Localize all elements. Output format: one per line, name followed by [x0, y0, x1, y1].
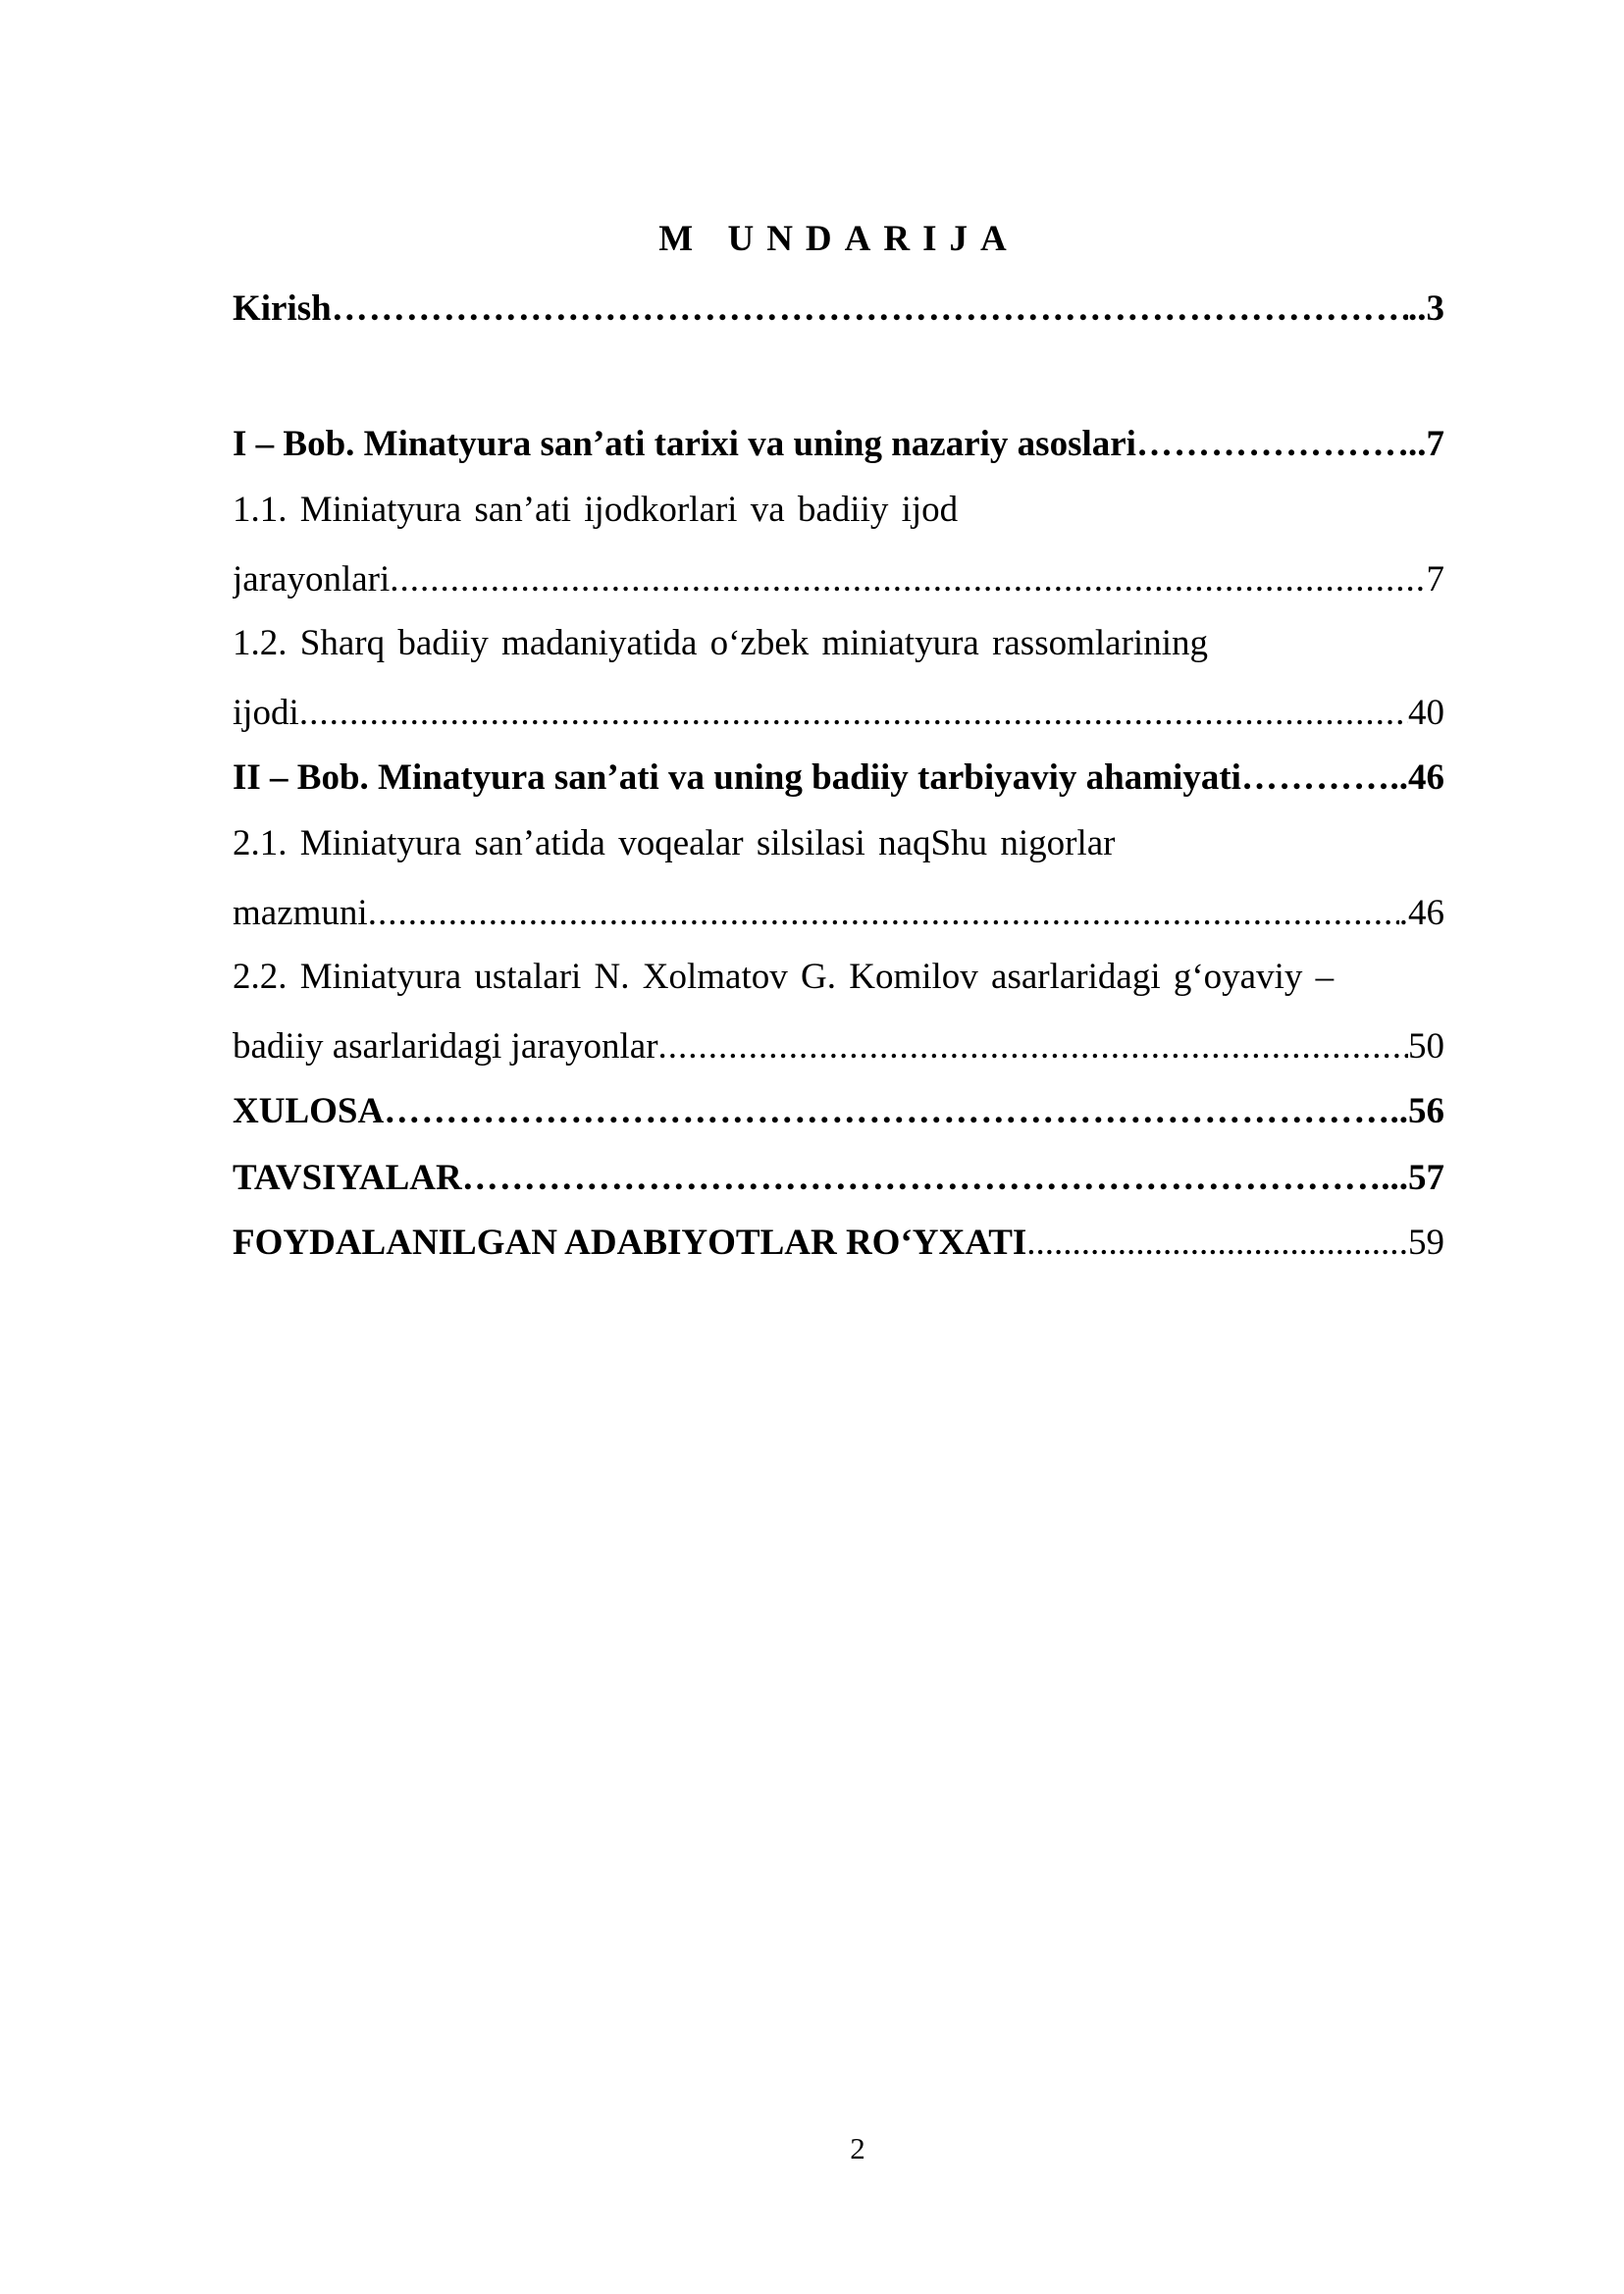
page-number: 2 — [850, 2131, 865, 2165]
toc-entry-label: FOYDALANILGAN ADABIYOTLAR RO‘YXATI — [233, 1223, 1027, 1263]
toc-entry-chapter-1[interactable] — [233, 420, 1444, 465]
page-title: M UNDARIJA — [658, 219, 1020, 259]
toc-entry-label: jarayonlari — [233, 559, 391, 600]
toc-entry-label: Kirish — [233, 288, 332, 329]
toc-page-number: 7 — [1426, 559, 1444, 600]
toc-leader-dots — [390, 558, 1426, 600]
toc-entry-section-2-1[interactable] — [233, 889, 1444, 934]
toc-leader-dots — [299, 692, 1408, 734]
toc-page-number: 50 — [1408, 1026, 1444, 1067]
toc-page-number: ...57 — [1381, 1158, 1444, 1198]
toc-leader-dots — [658, 1025, 1408, 1068]
toc-entry-chapter-2[interactable] — [233, 754, 1444, 799]
toc-entry-recommendations[interactable] — [233, 1154, 1444, 1199]
toc-page-number: .46 — [1398, 893, 1444, 933]
toc-page-number: ..7 — [1408, 424, 1444, 464]
toc-entry-label: badiiy asarlaridagi jarayonlar — [233, 1026, 658, 1067]
toc-page-number: ..3 — [1408, 288, 1444, 329]
toc-entry-conclusion[interactable] — [233, 1087, 1444, 1132]
toc-entry-label: TAVSIYALAR — [233, 1158, 462, 1198]
toc-entry-references[interactable] — [233, 1219, 1444, 1264]
toc-entry-label: XULOSA — [233, 1091, 385, 1131]
toc-entry-label: ijodi — [233, 693, 299, 733]
toc-entry-section-2-1-line1[interactable]: 2.1. Miniatyura san’atida voqealar silsilasi naqShu nigorlar — [233, 823, 1116, 863]
toc-entry-section-1-2-line1[interactable]: 1.2. Sharq badiiy madaniyatida o‘zbek miniatyura rassomlarining — [233, 623, 1208, 663]
toc-leader-dots — [1241, 756, 1390, 799]
toc-page-number: 40 — [1408, 693, 1444, 733]
toc-entry-label: mazmuni — [233, 893, 368, 933]
toc-leader-dots — [1136, 423, 1408, 465]
toc-entry-intro[interactable] — [233, 285, 1444, 330]
toc-entry-label: I – Bob. Minatyura san’ati tarixi va uning nazariy asoslari — [233, 424, 1136, 464]
toc-entry-section-1-1[interactable] — [233, 555, 1444, 600]
toc-page-number: ..46 — [1389, 757, 1444, 798]
toc-entry-section-1-1-line1[interactable]: 1.1. Miniatyura san’ati ijodkorlari va badiiy ijod — [233, 490, 959, 530]
toc-leader-dots — [332, 287, 1408, 330]
toc-leader-dots — [1026, 1222, 1398, 1264]
toc-entry-section-2-2-line1[interactable]: 2.2. Miniatyura ustalari N. Xolmatov G. Komilov asarlaridagi g‘oyaviy – — [233, 957, 1335, 997]
toc-leader-dots — [384, 1090, 1389, 1132]
toc-page-number: ..56 — [1389, 1091, 1444, 1131]
toc-entry-section-1-2[interactable] — [233, 689, 1444, 734]
toc-leader-dots — [368, 892, 1399, 934]
toc-entry-section-2-2[interactable] — [233, 1022, 1444, 1068]
toc-page-number: .59 — [1398, 1223, 1444, 1263]
toc-entry-label: II – Bob. Minatyura san’ati va uning badiiy tarbiyaviy ahamiyati — [233, 757, 1241, 798]
toc-leader-dots — [462, 1157, 1382, 1199]
